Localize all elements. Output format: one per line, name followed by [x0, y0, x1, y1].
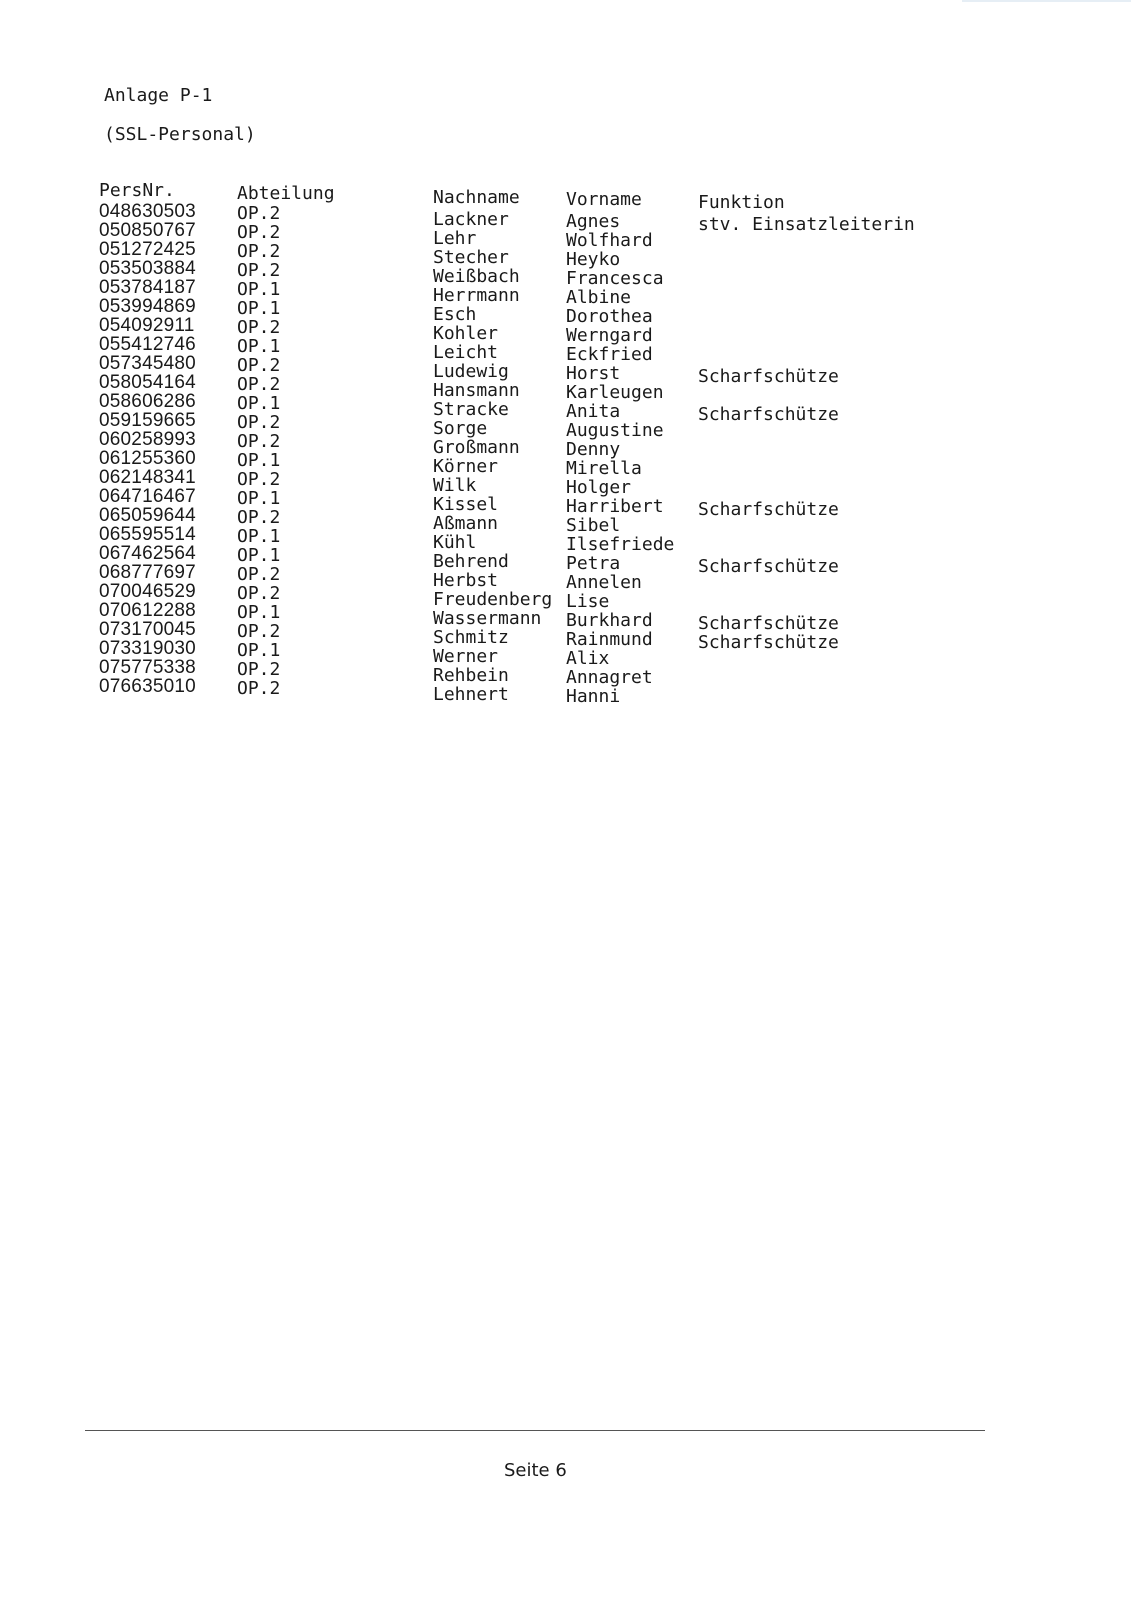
funktion-cell: [698, 234, 915, 253]
vorname-cell: Heyko: [566, 249, 621, 270]
nachname-cell: Lehr: [433, 228, 477, 249]
nachname-cell: Weißbach: [433, 266, 520, 287]
persnr-cell: 053503884: [99, 258, 196, 279]
abteilung-cell: OP.1: [237, 279, 281, 300]
header-vorname: Vorname: [566, 189, 642, 210]
nachname-cell: Großmann: [433, 437, 520, 458]
funktion-cell: [698, 519, 915, 538]
funktion-cell: stv. Einsatzleiterin: [698, 214, 915, 235]
abteilung-cell: OP.2: [237, 621, 281, 642]
nachname-cell: Sorge: [433, 418, 488, 439]
funktion-cell: [698, 386, 915, 405]
vorname-cell: Hanni: [566, 686, 621, 707]
abteilung-cell: OP.2: [237, 241, 281, 262]
vorname-cell: Lise: [566, 591, 610, 612]
persnr-cell: 062148341: [99, 467, 196, 488]
persnr-cell: 065059644: [99, 505, 196, 526]
vorname-cell: Mirella: [566, 458, 642, 479]
vorname-cell: Francesca: [566, 268, 664, 289]
persnr-cell: 051272425: [99, 239, 196, 260]
nachname-cell: Wilk: [433, 475, 477, 496]
persnr-cell: 076635010: [99, 676, 196, 697]
vorname-cell: Anita: [566, 401, 621, 422]
column-nachname: [433, 188, 552, 704]
persnr-cell: 073170045: [99, 619, 196, 640]
persnr-cell: 070046529: [99, 581, 196, 602]
funktion-cell: Scharfschütze: [698, 404, 839, 425]
persnr-cell: 073319030: [99, 638, 196, 659]
funktion-cell: [698, 291, 915, 310]
funktion-cell: [698, 462, 915, 481]
abteilung-cell: OP.2: [237, 317, 281, 338]
abteilung-cell: OP.1: [237, 545, 281, 566]
nachname-cell: Ludewig: [433, 361, 509, 382]
header-abteilung: Abteilung: [237, 183, 335, 204]
abteilung-cell: OP.2: [237, 659, 281, 680]
abteilung-cell: OP.1: [237, 602, 281, 623]
vorname-cell: Rainmund: [566, 629, 653, 650]
abteilung-cell: OP.1: [237, 526, 281, 547]
funktion-cell: [698, 690, 915, 709]
nachname-cell: Behrend: [433, 551, 509, 572]
document-title: Anlage P-1: [104, 85, 213, 106]
header-nachname: Nachname: [433, 187, 520, 208]
nachname-cell: Kohler: [433, 323, 499, 344]
abteilung-cell: OP.2: [237, 260, 281, 281]
header-funktion: Funktion: [698, 192, 785, 213]
funktion-cell: Scharfschütze: [698, 632, 839, 653]
abteilung-cell: OP.1: [237, 450, 281, 471]
column-persnr: [99, 181, 196, 696]
vorname-cell: Alix: [566, 648, 610, 669]
nachname-cell: Hansmann: [433, 380, 520, 401]
vorname-cell: Annagret: [566, 667, 653, 688]
vorname-cell: Agnes: [566, 211, 621, 232]
abteilung-cell: OP.2: [237, 507, 281, 528]
funktion-cell: Scharfschütze: [698, 613, 839, 634]
funktion-cell: [698, 424, 915, 443]
funktion-cell: Scharfschütze: [698, 556, 839, 577]
column-vorname: [566, 190, 674, 706]
vorname-cell: Eckfried: [566, 344, 653, 365]
vorname-cell: Augustine: [566, 420, 664, 441]
nachname-cell: Körner: [433, 456, 499, 477]
nachname-cell: Stracke: [433, 399, 509, 420]
vorname-cell: Karleugen: [566, 382, 664, 403]
nachname-cell: Werner: [433, 646, 499, 667]
nachname-cell: Aßmann: [433, 513, 499, 534]
abteilung-cell: OP.1: [237, 298, 281, 319]
vorname-cell: Denny: [566, 439, 621, 460]
abteilung-cell: OP.2: [237, 355, 281, 376]
abteilung-cell: OP.2: [237, 678, 281, 699]
persnr-cell: 055412746: [99, 334, 196, 355]
persnr-cell: 059159665: [99, 410, 196, 431]
nachname-cell: Herrmann: [433, 285, 520, 306]
nachname-cell: Kissel: [433, 494, 499, 515]
nachname-cell: Wassermann: [433, 608, 542, 629]
vorname-cell: Petra: [566, 553, 621, 574]
abteilung-cell: OP.1: [237, 393, 281, 414]
document-subtitle: (SSL-Personal): [104, 124, 256, 145]
persnr-cell: 067462564: [99, 543, 196, 564]
persnr-cell: 061255360: [99, 448, 196, 469]
vorname-cell: Horst: [566, 363, 621, 384]
abteilung-cell: OP.2: [237, 469, 281, 490]
funktion-cell: [698, 652, 915, 671]
nachname-cell: Schmitz: [433, 627, 509, 648]
abteilung-cell: OP.2: [237, 564, 281, 585]
vorname-cell: Harribert: [566, 496, 664, 517]
funktion-cell: Scharfschütze: [698, 499, 839, 520]
abteilung-cell: OP.2: [237, 203, 281, 224]
persnr-cell: 060258993: [99, 429, 196, 450]
vorname-cell: Holger: [566, 477, 632, 498]
abteilung-cell: OP.2: [237, 222, 281, 243]
abteilung-cell: OP.1: [237, 336, 281, 357]
funktion-cell: [698, 253, 915, 272]
vorname-cell: Albine: [566, 287, 632, 308]
persnr-cell: 057345480: [99, 353, 196, 374]
column-funktion: [698, 193, 915, 709]
funktion-cell: [698, 671, 915, 690]
funktion-cell: [698, 443, 915, 462]
abteilung-cell: OP.2: [237, 412, 281, 433]
header-persnr: PersNr.: [99, 180, 175, 201]
abteilung-cell: OP.2: [237, 583, 281, 604]
vorname-cell: Annelen: [566, 572, 642, 593]
persnr-cell: 068777697: [99, 562, 196, 583]
nachname-cell: Kühl: [433, 532, 477, 553]
nachname-cell: Rehbein: [433, 665, 509, 686]
persnr-cell: 058606286: [99, 391, 196, 412]
persnr-cell: 065595514: [99, 524, 196, 545]
abteilung-cell: OP.2: [237, 374, 281, 395]
vorname-cell: Sibel: [566, 515, 621, 536]
persnr-cell: 053784187: [99, 277, 196, 298]
nachname-cell: Lehnert: [433, 684, 509, 705]
vorname-cell: Dorothea: [566, 306, 653, 327]
page-number: Seite 6: [504, 1460, 567, 1481]
funktion-cell: [698, 310, 915, 329]
funktion-cell: [698, 595, 915, 614]
funktion-cell: [698, 348, 915, 367]
funktion-cell: [698, 576, 915, 595]
persnr-cell: 048630503: [99, 201, 196, 222]
footer-rule: [85, 1430, 985, 1431]
funktion-cell: [698, 481, 915, 500]
persnr-cell: 070612288: [99, 600, 196, 621]
persnr-cell: 054092911: [99, 315, 195, 336]
vorname-cell: Werngard: [566, 325, 653, 346]
persnr-cell: 075775338: [99, 657, 196, 678]
abteilung-cell: OP.1: [237, 488, 281, 509]
persnr-cell: 064716467: [99, 486, 196, 507]
top-edge-mark: [962, 0, 1131, 2]
nachname-cell: Leicht: [433, 342, 499, 363]
vorname-cell: Burkhard: [566, 610, 653, 631]
funktion-cell: Scharfschütze: [698, 366, 839, 387]
funktion-cell: [698, 272, 915, 291]
nachname-cell: Lackner: [433, 209, 509, 230]
persnr-cell: 058054164: [99, 372, 196, 393]
nachname-cell: Esch: [433, 304, 477, 325]
funktion-cell: [698, 329, 915, 348]
nachname-cell: Herbst: [433, 570, 499, 591]
persnr-cell: 050850767: [99, 220, 196, 241]
vorname-cell: Wolfhard: [566, 230, 653, 251]
abteilung-cell: OP.2: [237, 431, 281, 452]
column-abteilung: [237, 184, 335, 698]
vorname-cell: Ilsefriede: [566, 534, 675, 555]
abteilung-cell: OP.1: [237, 640, 281, 661]
funktion-cell: [698, 538, 915, 557]
nachname-cell: Freudenberg: [433, 589, 553, 610]
persnr-cell: 053994869: [99, 296, 196, 317]
nachname-cell: Stecher: [433, 247, 509, 268]
